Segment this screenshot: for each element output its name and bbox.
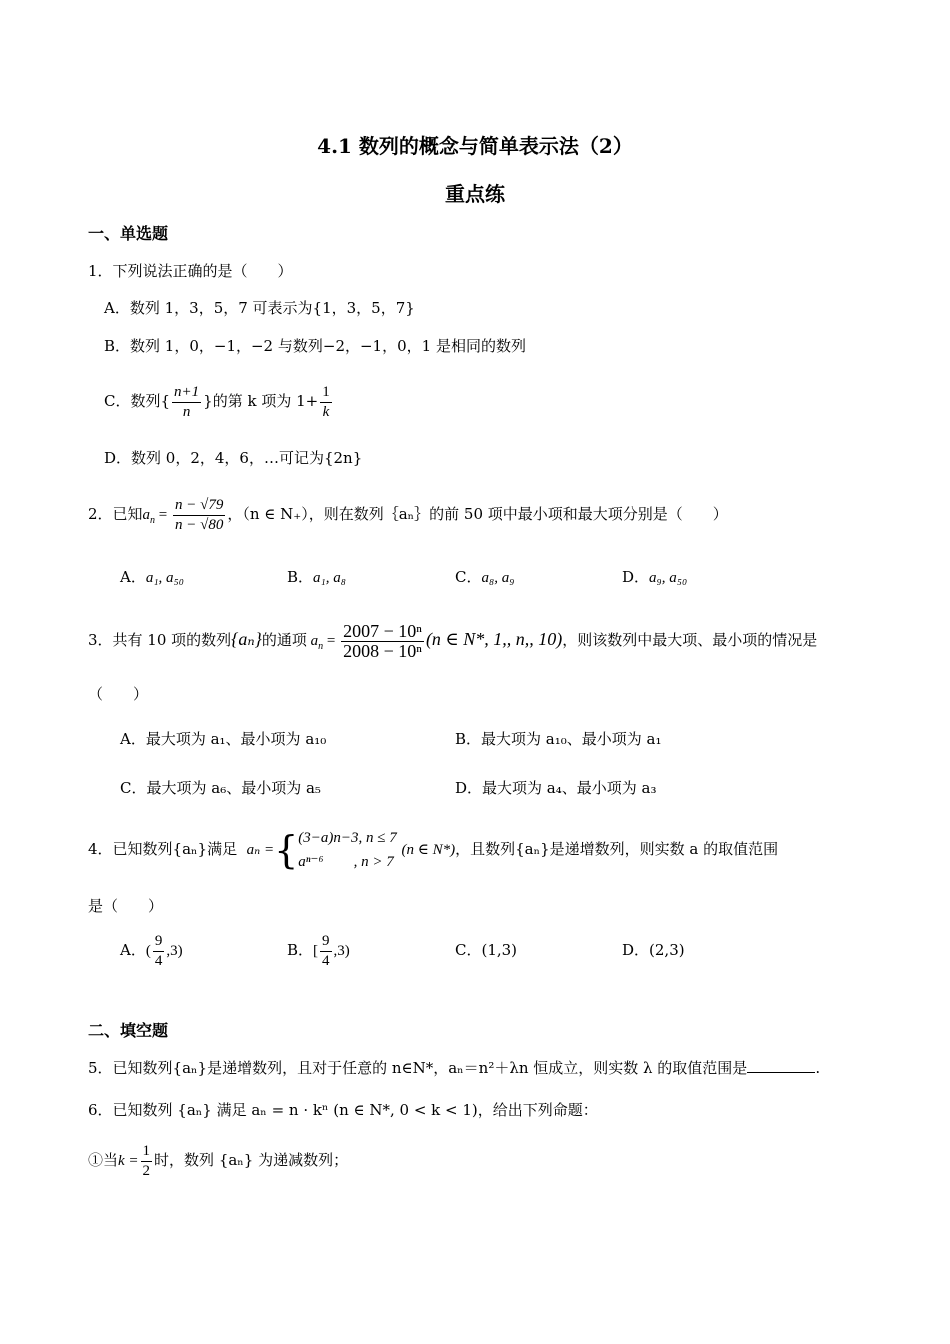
q4b-fraction: $\frac{9}{4}$: [322, 932, 330, 969]
q4a-fraction: $\frac{9}{4}$: [154, 932, 163, 969]
question-1-stem: 1．下列说法正确的是（ ）: [88, 262, 293, 280]
question-2-option-d: D．a₉, a₅₀: [622, 568, 688, 586]
question-2-option-b: B．a₁, a₈: [287, 568, 346, 586]
page-title: 4.1 数列的概念与简单表示法（2）: [317, 134, 633, 158]
question-4-line2: 是（ ）: [88, 897, 164, 915]
question-5: 5．已知数列{aₙ}是递增数列，且对于任意的 n∈N*，aₙ＝n²＋λn 恒成立，则实数 λ 的取值范围是 .: [88, 1059, 821, 1077]
option-c-middle: }的第 k 项为 1+: [203, 392, 319, 410]
section-heading-fill-blank: 二、填空题: [88, 1021, 169, 1040]
question-4-option-d: D．(2,3): [622, 941, 685, 959]
question-3-option-a: A．最大项为 a₁、最小项为 a₁₀: [120, 730, 327, 748]
question-4-option-a: A．( $\frac{9}{4}$ ,3): [120, 932, 183, 969]
q2-an: $a_n$: [142, 507, 156, 526]
fraction-1-over-k: $\frac{1}{k}$: [322, 383, 330, 420]
q3-fraction: $\frac{\text{2007 − 10ⁿ}}{\text{2008 − 10ⁿ}}$: [343, 620, 422, 661]
answer-blank[interactable]: [747, 1058, 815, 1073]
question-3-option-b: B．最大项为 a₁₀、最小项为 a₁: [455, 730, 662, 748]
q2-prefix: 2．已知: [88, 505, 143, 523]
option-c-prefix: C．数列{: [104, 392, 171, 410]
question-3-paren: （ ）: [88, 685, 149, 703]
page-subtitle: 重点练: [445, 182, 505, 206]
q2-condition: ，（n ∈ N₊），则在数列｛aₙ｝的前 50 项中最小项和最大项分别是（ ）: [227, 505, 728, 523]
question-6-item-1: ①当k = $\frac{1}{2}$ 时，数列 {aₙ} 为递减数列；: [88, 1142, 349, 1179]
fraction-1-over-2: $\frac{1}{2}$: [142, 1142, 151, 1179]
question-3-option-d: D．最大项为 a₄、最小项为 a₃: [455, 779, 657, 797]
question-2-option-a: A．a₁, a₅₀: [120, 568, 184, 586]
section-heading-single-choice: 一、单选题: [88, 224, 169, 243]
question-1-option-a: A．数列 1，3，5，7 可表示为{1，3，5，7}: [104, 299, 415, 317]
question-4-option-c: C．(1,3): [455, 941, 518, 959]
question-2-option-c: C．a₈, a₉: [455, 568, 515, 586]
question-1-option-b: B．数列 1，0，−1，−2 与数列−2，−1，0，1 是相同的数列: [104, 337, 526, 355]
question-2-stem: 2．已知$a_n$ = $\frac{n - √79}{n - √80}$ ，（n ∈ N₊），则在数列｛aₙ｝的前 50 项中最小项和最大项分别是（ ）: [88, 496, 728, 533]
question-1-option-d: D．数列 0，2，4，6，…可记为{2n}: [104, 449, 363, 467]
q2-fraction: $\frac{n - √79}{n - √80}$: [175, 496, 224, 533]
question-3-stem: 3．共有 10 项的数列{aₙ}的通项 $a_n$ = $\frac{\text{2007 − 10ⁿ}}{\text{2008 − 10ⁿ}}$ (n ∈ N*, 1,, n,, 10)，则该数列中最大项、最小项的情况是: [88, 620, 818, 661]
question-4-stem: 4．已知数列{aₙ}满足 aₙ ={ (3−a)n−3, n ≤ 7 aⁿ⁻⁶ , n > 7 (n ∈ N*)，且数列{aₙ}是递增数列，则实数 a 的取值范围: [88, 828, 779, 872]
question-6-stem: 6．已知数列 {aₙ} 满足 aₙ = n · kⁿ (n ∈ N*, 0 < k < 1)，给出下列命题：: [88, 1101, 598, 1119]
question-4-option-b: B．[ $\frac{9}{4}$ ,3): [287, 932, 350, 969]
question-1-option-c: [104, 378, 334, 424]
q4-piecewise: (3−a)n−3, n ≤ 7 aⁿ⁻⁶ , n > 7: [298, 830, 397, 870]
fraction-n-plus-1-over-n: $\frac{n+1}{n}$: [174, 383, 200, 420]
question-3-option-c: C．最大项为 a₆、最小项为 a₅: [120, 779, 321, 797]
